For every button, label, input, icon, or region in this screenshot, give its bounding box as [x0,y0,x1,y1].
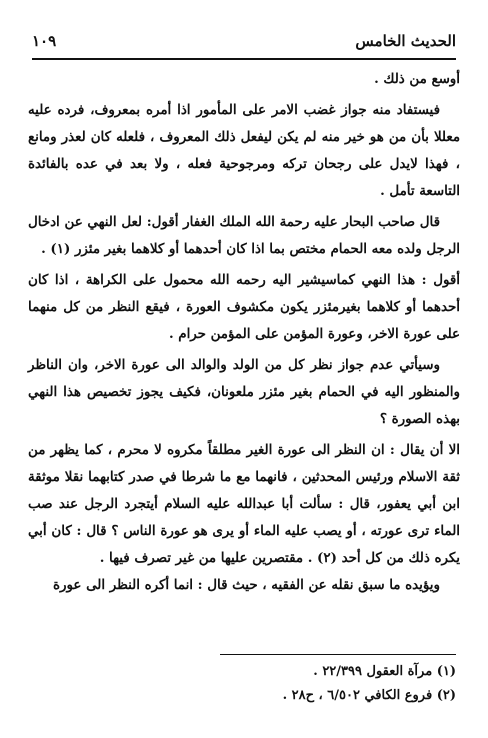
page-number: ١٠٩ [32,32,57,50]
paragraph: أوسع من ذلك . [374,71,460,87]
running-header [32,30,456,52]
footnotes [32,660,456,708]
paragraph: فيستفاد منه جواز غضب الامر على المأمور اذا أمره بمعروف، فرده عليه معللا بأن من هو خير منه لم يكن ليفعل ذلك المعروف ، فلعله كان لعذر ومانع ، فهذا لايدل على رجحان تركه ومرجوحية فعله ، ولا بعد في عده بالفائدة التاسعة تأمل . [28,102,460,199]
paragraph: قال صاحب البحار عليه رحمة الله الملك الغفار أقول: لعل النهي عن ادخال الرجل ولده معه الحمام مختص بما اذا كان أحدهما أو كلاهما بغير مئزر (١) . [28,214,460,257]
footnote: (١) مرآة العقول ٢٢/٣٩٩ . [313,664,456,679]
paragraph: ويؤيده ما سبق نقله عن الفقيه ، حيث قال : انما أكره النظر الى عورة [53,577,440,593]
body-text [28,66,460,599]
chapter-title: الحديث الخامس [355,32,456,50]
paragraph: أقول : هذا النهي كماسيشير اليه رحمه الله محمول على الكراهة ، اذا كان أحدهما أو كلاهما بغيرمئزر يكون مكشوف العورة ، فيقع النظر من كل منهما على عورة الاخر، وعورة المؤمن على المؤمن حرام . [28,272,460,342]
footnote-rule [220,654,456,655]
paragraph: وسيأتي عدم جواز نظر كل من الولد والوالد الى عورة الاخر، وان الناظر والمنظور اليه في الحمام بغير مئزر ملعونان، فكيف يجوز تخصيص هذا النهي بهذه الصورة ؟ [28,357,460,427]
footnote: (٢) فروع الكافي ٦/٥٠٢ ، ح٢٨ . [282,688,456,703]
paragraph: الا أن يقال : ان النظر الى عورة الغير مطلقاً مكروه لا محرم ، كما يظهر من ثقة الاسلام ورئيس المحدثين ، فانهما مع ما شرطا في صدر كتابهما نقلا موثقة ابن أبي يعفور، قال : سألت أبا عبدالله عليه السلام أيتجرد الرجل عند صب الماء ترى عورته ، أو يصب عليه الماء أو يرى هو عورة الناس ؟ قال : كان أبي يكره ذلك من كل أحد (٢) . مقتصرين عليها من غير تصرف فيها . [28,442,460,566]
header-rule [32,58,456,60]
